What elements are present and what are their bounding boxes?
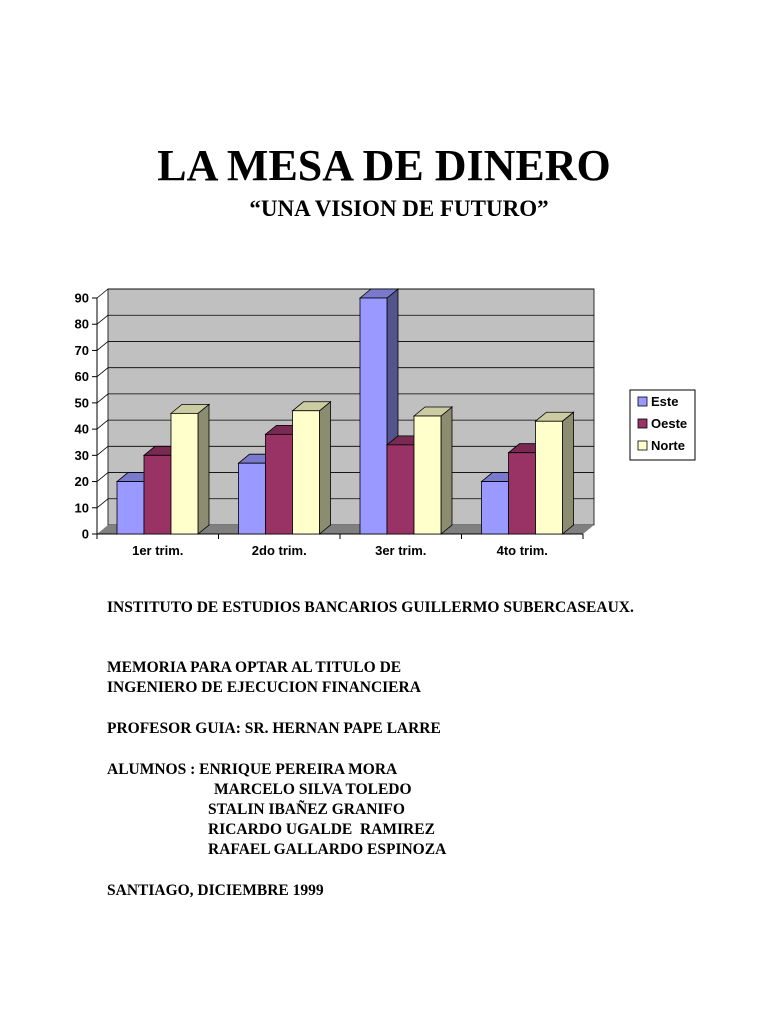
gridline-diagonal xyxy=(97,289,108,298)
bar-norte xyxy=(536,421,563,534)
bar-side xyxy=(198,404,209,534)
alumno-name: MARCELO SILVA TOLEDO xyxy=(214,781,412,798)
bar-oeste xyxy=(509,453,536,534)
legend-swatch xyxy=(638,441,647,450)
bar-norte xyxy=(414,416,441,534)
y-tick-label: 0 xyxy=(81,526,89,542)
x-tick-label: 2do trim. xyxy=(251,543,307,558)
y-tick-label: 10 xyxy=(74,500,89,516)
bar-norte xyxy=(293,411,320,534)
y-tick-label: 90 xyxy=(74,290,89,306)
bar-chart xyxy=(0,280,768,580)
gridline-diagonal xyxy=(97,368,108,377)
bar-este xyxy=(482,482,509,534)
legend-label: Este xyxy=(651,394,679,409)
y-tick-label: 70 xyxy=(74,342,89,358)
x-tick-label: 4to trim. xyxy=(496,543,548,558)
y-tick-label: 40 xyxy=(74,421,89,437)
alumno-name: STALIN IBAÑEZ GRANIFO xyxy=(208,801,405,818)
alumno-name: RAFAEL GALLARDO ESPINOZA xyxy=(208,841,447,858)
document-subtitle: “UNA VISION DE FUTURO” xyxy=(249,196,549,221)
y-tick-label: 80 xyxy=(74,316,89,332)
alumno-row-1 xyxy=(107,760,663,780)
memoria-line-2: INGENIERO DE EJECUCION FINANCIERA xyxy=(107,679,421,696)
gridline-diagonal xyxy=(97,473,108,482)
legend-label: Oeste xyxy=(651,416,688,431)
bar-side xyxy=(441,407,452,534)
bar-oeste xyxy=(144,455,171,534)
legend-swatch xyxy=(638,419,647,428)
document-title: LA MESA DE DINERO xyxy=(157,141,611,190)
bar-side xyxy=(320,402,331,534)
memoria-line-1: MEMORIA PARA OPTAR AL TITULO DE xyxy=(107,659,402,676)
y-tick-label: 20 xyxy=(74,474,89,490)
bar-este xyxy=(117,482,144,534)
gridline-diagonal xyxy=(97,394,108,403)
gridline-diagonal xyxy=(97,420,108,429)
legend-label: Norte xyxy=(651,438,685,453)
gridline-diagonal xyxy=(97,315,108,324)
alumnos-list xyxy=(107,760,663,860)
gridline-diagonal xyxy=(97,446,108,455)
y-tick-label: 30 xyxy=(74,447,89,463)
y-tick-label: 50 xyxy=(74,395,89,411)
bar-norte xyxy=(171,413,198,534)
bar-oeste xyxy=(387,445,414,534)
legend-swatch xyxy=(638,397,647,406)
place-and-date: SANTIAGO, DICIEMBRE 1999 xyxy=(107,882,324,899)
institution-name: INSTITUTO DE ESTUDIOS BANCARIOS GUILLERMO SUBERCASEAUX. xyxy=(107,599,634,616)
bar-este xyxy=(360,298,387,534)
x-tick-label: 3er trim. xyxy=(375,543,427,558)
bar-este xyxy=(239,463,266,534)
bar-oeste xyxy=(266,434,293,534)
alumno-name: ENRIQUE PEREIRA MORA xyxy=(199,761,398,778)
alumno-name: RICARDO UGALDE RAMIREZ xyxy=(208,821,435,838)
gridline-diagonal xyxy=(97,341,108,350)
y-tick-label: 60 xyxy=(74,369,89,385)
memoria-text xyxy=(107,658,663,698)
bar-side xyxy=(563,412,574,534)
x-tick-label: 1er trim. xyxy=(132,543,184,558)
gridline-diagonal xyxy=(97,499,108,508)
alumnos-label: ALUMNOS : xyxy=(107,761,200,778)
profesor-guia: PROFESOR GUIA: SR. HERNAN PAPE LARRE xyxy=(107,720,441,737)
